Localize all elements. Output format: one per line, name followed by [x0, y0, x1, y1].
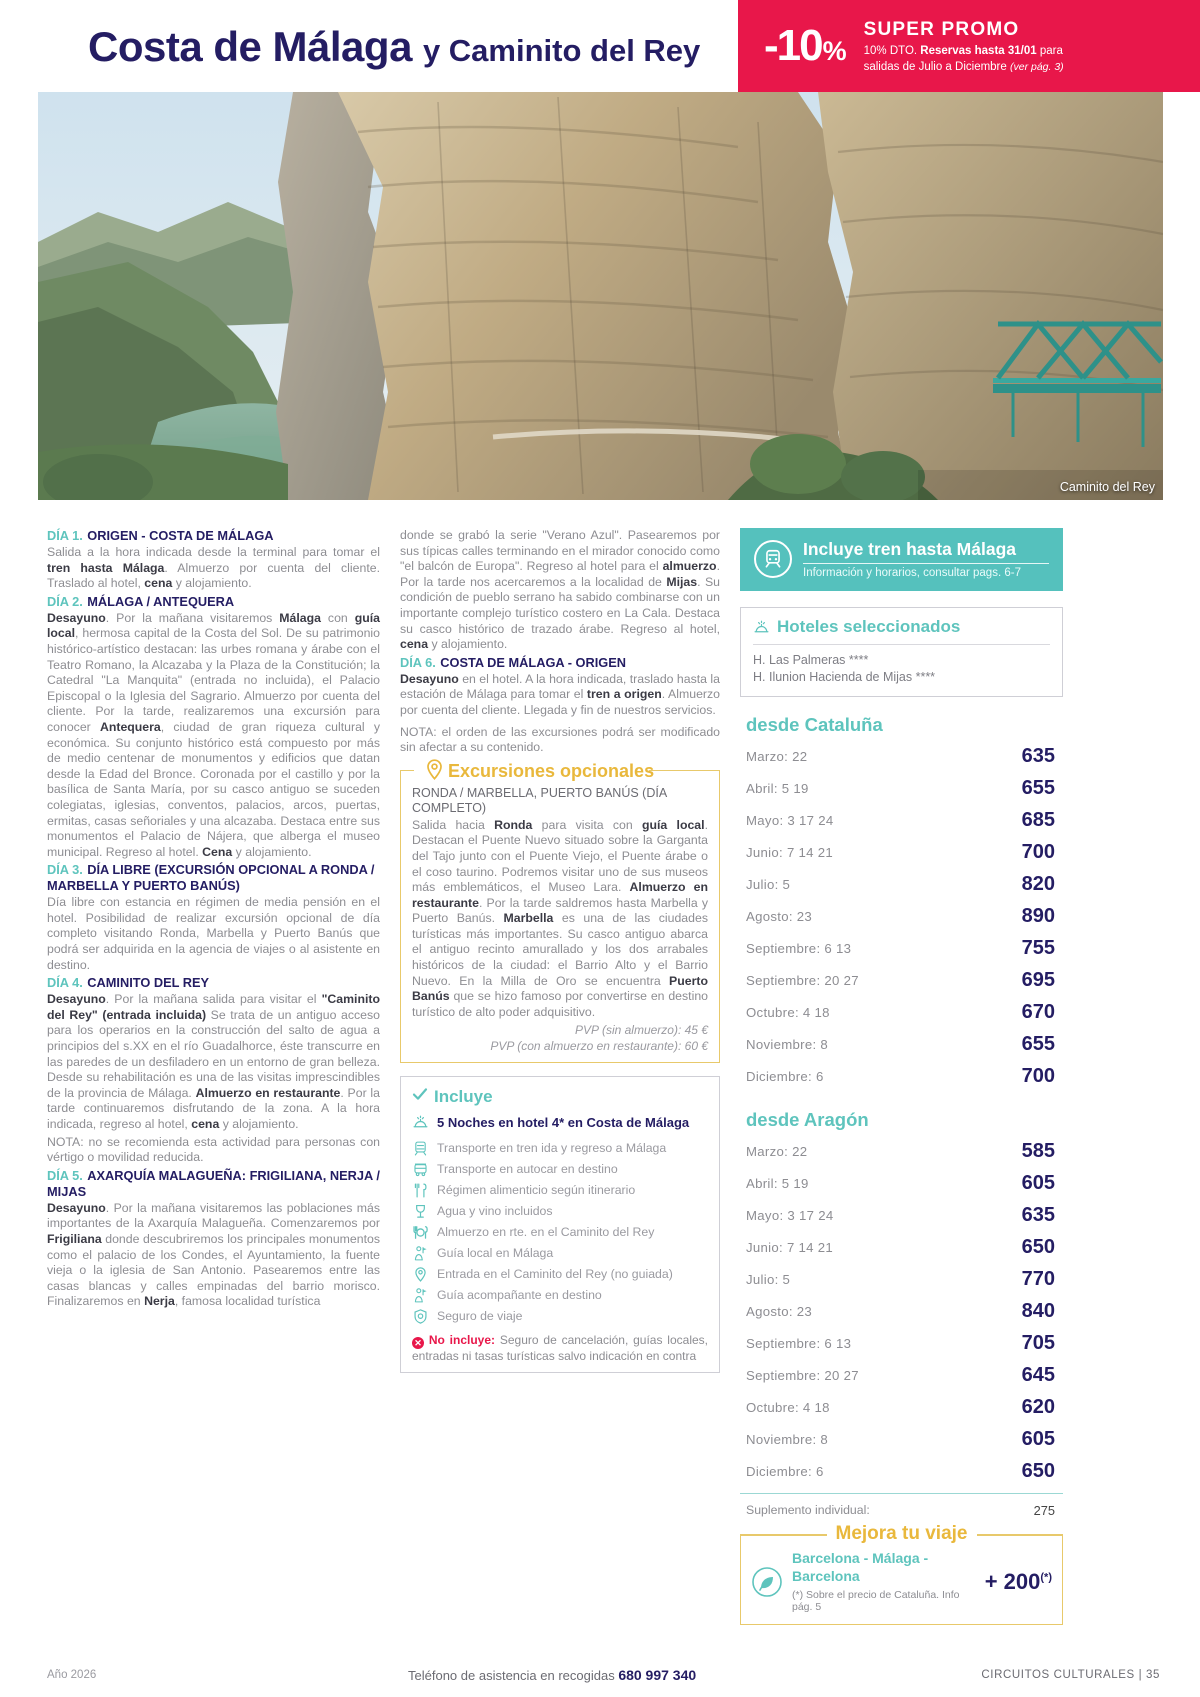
includes-lead-text: 5 Noches en hotel 4* en Costa de Málaga: [437, 1115, 690, 1131]
price-date: Abril: 5 19: [746, 780, 809, 796]
price-date: Septiembre: 6 13: [746, 1335, 852, 1351]
price-date: Agosto: 23: [746, 1303, 813, 1319]
promo-line2-a: 10% DTO.: [863, 44, 921, 57]
day-block: [47, 1168, 380, 1310]
price-value: 700: [1021, 840, 1055, 863]
selected-hotels-title: [753, 617, 1050, 637]
close-icon: ✕: [412, 1337, 424, 1349]
upgrade-note: (*) Sobre el precio de Cataluña. Info pág. 5: [792, 1589, 960, 1613]
price-value: 700: [1021, 1064, 1055, 1087]
price-value: 695: [1021, 968, 1055, 991]
not-included-label: No incluye:: [428, 1333, 496, 1348]
single-supplement-row: [740, 1494, 1063, 1518]
day-body: Día libre con estancia en régimen de media pensión en el hotel. Posibilidad de realizar excursión opcional de día completo visitando Ronda, Marbella y Puerto Banús que podrá ser adquirida en la agencia de viajes o al asistente en destino.: [47, 895, 380, 972]
title-sub: y Caminito del Rey: [422, 33, 701, 68]
price-value: 670: [1021, 1000, 1055, 1023]
leaf-badge-icon: [751, 1566, 783, 1598]
include-item-text: Guía acompañante en destino: [437, 1288, 602, 1303]
itinerary-note: NOTA: el orden de las excursiones podrá ser modificado sin afectar a su contenido.: [400, 724, 720, 755]
promo-line3-ref: (ver pág. 3): [1009, 60, 1064, 73]
upgrade-price-value: + 200: [984, 1568, 1041, 1594]
price-row: [740, 1295, 1063, 1327]
price-value: 705: [1021, 1331, 1055, 1354]
include-item: [412, 1201, 708, 1222]
optional-excursions-title: [421, 759, 659, 785]
cutlery-icon: [412, 1182, 429, 1199]
price-row: [740, 836, 1063, 868]
day-number: DÍA 4.: [47, 975, 83, 991]
train-banner-text: [803, 539, 1049, 579]
upgrade-box: [740, 1523, 1063, 1625]
price-value: 685: [1021, 808, 1055, 831]
include-item-text: Transporte en tren ida y regreso a Málaga: [437, 1141, 667, 1156]
includes-box: [400, 1076, 720, 1373]
promo-discount: [764, 21, 847, 70]
include-item: [412, 1243, 708, 1264]
price-row: [740, 804, 1063, 836]
day-body: Desayuno. Por la mañana visitaremos las poblaciones más importantes de la Axarquía Malagueña. Comenzaremos por Frigiliana donde descubriremos los principales monumentos como el palacio de los Condes, el Ayuntamiento, la fuente vieja o la iglesia de San Antonio. Pasearemos entre las casas blancas y calles empinadas del barrio morisco. Finalizaremos en Nerja, famosa localidad turística: [47, 1200, 380, 1309]
plate-icon: [412, 1224, 429, 1241]
train-circle-icon: [754, 540, 792, 578]
upgrade-title: Mejora tu viaje: [827, 1523, 977, 1545]
promo-headline: SUPER PROMO: [863, 18, 1020, 40]
price-date: Abril: 5 19: [746, 1175, 809, 1191]
price-row: [740, 1455, 1063, 1487]
include-item: [412, 1180, 708, 1201]
hotel-list-item: H. Las Palmeras ****: [753, 653, 869, 667]
single-supplement-label: Suplemento individual:: [746, 1503, 870, 1517]
price-value: 635: [1021, 1203, 1055, 1226]
shield-icon: [412, 1308, 429, 1325]
include-item: [412, 1159, 708, 1180]
price-row: [740, 1135, 1063, 1167]
day-body: Salida a la hora indicada desde la terminal para tomar el tren hasta Málaga. Almuerzo por cuenta del cliente. Traslado al hotel, cena y alojamiento.: [47, 545, 380, 591]
price-date: Octubre: 4 18: [746, 1004, 830, 1020]
promo-line2: [864, 44, 1064, 58]
optional-excursions-label: Excursiones opcionales: [448, 761, 655, 782]
day-number: DÍA 2.: [47, 593, 83, 609]
bus-icon: [412, 1161, 429, 1178]
price-date: Julio: 5: [746, 876, 791, 892]
price-row: [740, 900, 1063, 932]
day-block: [47, 862, 380, 973]
price-row: [740, 772, 1063, 804]
price-row: [740, 740, 1063, 772]
include-item: [412, 1138, 708, 1159]
excursion-body: Salida hacia Ronda para visita con guía local. Destacan el Puente Nuevo situado sobre la Garganta del Tajo junto con el Puente Viejo, el Puente árabe o el coso taurino. Podremos visitar uno de sus museos más emblemáticos, el Museo Lara. Almuerzo en restaurante. Por la tarde saldremos hasta Marbella y Puerto Banús. Marbella es una de las ciudades turísticas más importantes. Su casco antiguo abarca el antiguo recinto amurallado y los dos arrabales históricos de la ciudad: el Barrio Alto y el Barrio Nuevo. En la Milla de Oro se encuentra Puerto Banús que se hizo famoso por convertirse en destino turístico de alto poder adquisitivo.: [412, 817, 708, 1019]
page-header: [0, 0, 1200, 92]
promo-line2-c: para: [1036, 44, 1063, 57]
itinerary-column-left: [47, 528, 380, 1312]
promo-discount-number: -10: [764, 21, 822, 70]
price-date: Noviembre: 8: [746, 1036, 829, 1052]
price-value: 820: [1021, 872, 1055, 895]
price-value: 755: [1021, 936, 1055, 959]
price-date: Septiembre: 20 27: [746, 972, 859, 988]
price-value: 635: [1021, 744, 1055, 767]
include-item: [412, 1222, 708, 1243]
day-heading: [400, 655, 720, 671]
price-value: 650: [1021, 1235, 1055, 1258]
promo-line2-b: Reservas hasta 31/01: [920, 44, 1037, 57]
price-date: Septiembre: 20 27: [746, 1367, 859, 1383]
hotel-bell-icon: [753, 619, 770, 636]
day-body: Desayuno. Por la mañana salida para visitar el "Caminito del Rey" (entrada incluida) Se trata de un antiguo acceso para los operarios en la construcción del salto de agua a principios del s.XX en el río Guadalhorce, éste transcurre en las paredes de un desfiladero en un entorno de gran belleza. Desde su rehabilitación es una de las visitas imprescindibles de la provincia de Málaga. Almuerzo en restaurante. Por la tarde continuaremos disfrutando de la zona. A la hora indicada, regreso al hotel, cena y alojamiento.: [47, 992, 380, 1131]
price-value: 645: [1021, 1363, 1055, 1386]
page-title: [88, 23, 701, 70]
train-banner-title: Incluye tren hasta Málaga: [803, 539, 1049, 564]
train-included-banner: [740, 528, 1063, 591]
optional-excursions-box: [400, 761, 720, 1064]
day-number: DÍA 5.: [47, 1167, 83, 1183]
day-block: [400, 655, 720, 719]
day-title: CAMINITO DEL REY: [87, 975, 210, 991]
price-value: 890: [1021, 904, 1055, 927]
hero-image: [38, 92, 1163, 500]
upgrade-price-footnote: (*): [1040, 1571, 1052, 1584]
day-title: COSTA DE MÁLAGA - ORIGEN: [440, 654, 627, 670]
price-value: 650: [1021, 1459, 1055, 1482]
day-note: NOTA: no se recomienda esta actividad para personas con vértigo o movilidad reducida.: [47, 1134, 380, 1165]
day-heading: [47, 594, 380, 610]
day-title: AXARQUÍA MALAGUEÑA: FRIGILIANA, NERJA / MIJAS: [47, 1167, 380, 1199]
upgrade-row: [751, 1550, 1052, 1613]
price-date: Marzo: 22: [746, 748, 808, 764]
not-included-note: [412, 1333, 708, 1364]
not-included-text: Seguro de cancelación, guías locales, entradas ni tasas turísticas salvo indicación en contra: [412, 1333, 708, 1364]
price-date: Octubre: 4 18: [746, 1399, 830, 1415]
price-row: [740, 1327, 1063, 1359]
upgrade-route: Barcelona - Málaga - Barcelona: [792, 1550, 929, 1584]
include-item-text: Transporte en autocar en destino: [437, 1162, 618, 1177]
price-row: [740, 868, 1063, 900]
include-item: [412, 1306, 708, 1327]
train-icon: [412, 1140, 429, 1157]
excursion-pvp-2: PVP (con almuerzo en restaurante): 60 €: [490, 1039, 708, 1054]
hotel-list-item: H. Ilunion Hacienda de Mijas ****: [753, 670, 936, 684]
location-pin-icon: [426, 759, 443, 785]
price-row: [740, 932, 1063, 964]
include-item-text: Guía local en Málaga: [437, 1246, 554, 1261]
price-table-cataluna: [740, 740, 1063, 1092]
price-row: [740, 1060, 1063, 1092]
footer-section: CIRCUITOS CULTURALES | 35: [981, 1669, 1160, 1681]
price-date: Mayo: 3 17 24: [746, 1207, 834, 1223]
check-icon: [412, 1086, 428, 1107]
price-row: [740, 996, 1063, 1028]
divider: [753, 644, 1050, 645]
price-row: [740, 1231, 1063, 1263]
include-item-text: Seguro de viaje: [437, 1309, 523, 1324]
price-value: 605: [1021, 1171, 1055, 1194]
price-value: 620: [1021, 1395, 1055, 1418]
upgrade-price: [985, 1569, 1052, 1595]
includes-label: Incluye: [434, 1086, 493, 1106]
price-row: [740, 1423, 1063, 1455]
price-row: [740, 1359, 1063, 1391]
price-row: [740, 1263, 1063, 1295]
hero-caption: Caminito del Rey: [1059, 480, 1155, 494]
price-value: 605: [1021, 1427, 1055, 1450]
day-block: [47, 528, 380, 592]
price-value: 840: [1021, 1299, 1055, 1322]
hotel-bell-icon: [412, 1114, 429, 1131]
include-item-text: Almuerzo en rte. en el Caminito del Rey: [437, 1225, 655, 1240]
day-title: ORIGEN - COSTA DE MÁLAGA: [87, 528, 274, 543]
region-title-aragon: desde Aragón: [746, 1109, 869, 1130]
day-number: DÍA 6.: [400, 654, 436, 670]
ticket-pin-icon: [412, 1266, 429, 1283]
includes-title: [412, 1086, 708, 1107]
price-value: 585: [1021, 1139, 1055, 1162]
day-block: [47, 975, 380, 1132]
footer-phone-block: [408, 1667, 696, 1683]
price-date: Marzo: 22: [746, 1143, 808, 1159]
footer-year: Año 2026: [47, 1669, 97, 1681]
price-table-aragon: [740, 1135, 1063, 1487]
day-heading: [47, 1168, 380, 1200]
guide-icon: [412, 1287, 429, 1304]
single-supplement-value: 275: [1033, 1503, 1055, 1518]
day-body: Desayuno en el hotel. A la hora indicada, traslado hasta la estación de Málaga para tomar el tren a origen. Almuerzo por cuenta del cliente. Llegada y fin de nuestros servicios.: [400, 671, 720, 717]
day-number: DÍA 3.: [47, 862, 83, 878]
price-date: Julio: 5: [746, 1271, 791, 1287]
price-date: Diciembre: 6: [746, 1463, 824, 1479]
footer-phone-label: Teléfono de asistencia en recogidas: [408, 1668, 619, 1683]
day-heading: [47, 528, 380, 544]
price-value: 655: [1021, 776, 1055, 799]
itinerary-column-middle: [400, 528, 720, 1373]
wine-glass-icon: [412, 1203, 429, 1220]
promo-discount-symbol: %: [822, 36, 847, 66]
day-heading: [47, 975, 380, 991]
price-date: Septiembre: 6 13: [746, 940, 852, 956]
price-date: Diciembre: 6: [746, 1068, 824, 1084]
promo-badge: [738, 0, 1200, 92]
region-title-cataluna: desde Cataluña: [746, 714, 883, 735]
include-item: [412, 1264, 708, 1285]
price-row: [740, 1199, 1063, 1231]
pricing-column-right: [740, 528, 1063, 1625]
price-row: [740, 1391, 1063, 1423]
price-date: Junio: 7 14 21: [746, 844, 834, 860]
price-date: Noviembre: 8: [746, 1431, 829, 1447]
footer-phone-number: 680 997 340: [618, 1667, 697, 1683]
promo-text: [864, 18, 1064, 75]
excursion-pvp-1: PVP (sin almuerzo): 45 €: [575, 1023, 708, 1038]
page-footer: [0, 1657, 1200, 1697]
selected-hotels-box: [740, 607, 1063, 697]
price-row: [740, 1167, 1063, 1199]
price-date: Mayo: 3 17 24: [746, 812, 834, 828]
train-banner-subtitle: Información y horarios, consultar pags. 6-7: [803, 567, 1021, 579]
include-item-text: Régimen alimenticio según itinerario: [437, 1183, 636, 1198]
day-title: DÍA LIBRE (EXCURSIÓN OPCIONAL A RONDA / MARBELLA Y PUERTO BANÚS): [47, 862, 375, 894]
day-title: MÁLAGA / ANTEQUERA: [87, 593, 235, 609]
price-row: [740, 1028, 1063, 1060]
promo-line3: [864, 60, 1064, 74]
day-body: Desayuno. Por la mañana visitaremos Málaga con guía local, hermosa capital de la Costa del Sol. De su patrimonio histórico-artístico destacan: las urbes romana y árabe con el Teatro Romano, la Alcazaba y la Plaza de la Constitución; la Catedral "La Manquita" (entrada no incluida), el Palacio Episcopal o la Iglesia del Sagrario. Almuerzo por cuenta del cliente. Por la tarde, realizaremos una excursión para conocer Antequera, ciudad de gran riqueza cultural y económica. Su conjunto histórico está compuesto por más de medio centenar de monumentos y edificios que datan desde la Edad del Bronce. Coronada por el castillo y por la basílica de Santa María, por su casco antiguo se suceden colegiatas, iglesias, conventos, palacios, arcos, puertas, ermitas, casas señoriales y una alcazaba. Destaca entre sus monumentos el Palacio de Nájera, que alberga el museo municipal. Regreso al hotel. Cena y alojamiento.: [47, 610, 381, 859]
price-date: Junio: 7 14 21: [746, 1239, 834, 1255]
day-block: [47, 594, 380, 861]
price-value: 770: [1021, 1267, 1055, 1290]
price-row: [740, 964, 1063, 996]
day-heading: [47, 862, 380, 894]
day-body-continued: donde se grabó la serie "Verano Azul". Pasearemos por sus típicas calles terminando en el mirador conocido como "el balcón de Europa". Regreso al hotel para el almuerzo. Por la tarde nos acercaremos a la localidad de Mijas. Su condición de pueblo serrano ha sabido combinarse con un importante complejo turístico costero en La Cala. Destaca su casco histórico de trazado árabe. Regreso al hotel, cena y alojamiento.: [400, 528, 721, 652]
includes-lead: [412, 1114, 708, 1131]
promo-line3-a: salidas de Julio a Diciembre: [863, 60, 1010, 73]
price-value: 655: [1021, 1032, 1055, 1055]
include-item-text: Agua y vino incluidos: [437, 1204, 553, 1219]
day-number: DÍA 1.: [47, 528, 83, 543]
upgrade-details: [792, 1550, 976, 1613]
guide-icon: [412, 1245, 429, 1262]
price-date: Agosto: 23: [746, 908, 813, 924]
selected-hotels-label: Hoteles seleccionados: [777, 617, 961, 636]
hero-illustration: [38, 92, 1163, 500]
include-item-text: Entrada en el Caminito del Rey (no guiada): [437, 1267, 673, 1282]
include-item: [412, 1285, 708, 1306]
title-main: Costa de Málaga: [88, 23, 412, 70]
excursion-subtitle: RONDA / MARBELLA, PUERTO BANÚS (DÍA COMPLETO): [412, 785, 667, 815]
